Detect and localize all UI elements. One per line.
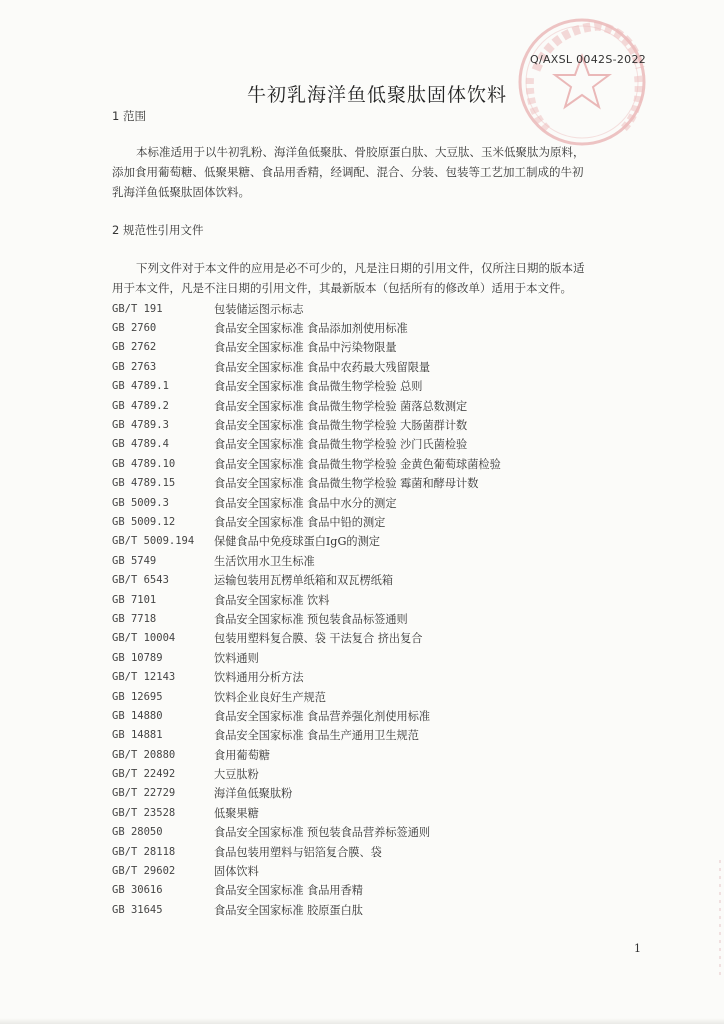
reference-code: GB 4789.4 (112, 438, 169, 451)
document-title: 牛初乳海洋鱼低聚肽固体饮料 (246, 84, 507, 106)
reference-title: 食品安全国家标准 食品微生物学检验 菌落总数测定 (214, 399, 468, 413)
reference-title: 食品安全国家标准 预包装食品标签通则 (214, 612, 408, 626)
reference-item (112, 454, 632, 473)
reference-code: GB 10789 (112, 651, 163, 664)
reference-code: GB 4789.3 (112, 419, 169, 432)
scan-edge-marks (714, 860, 724, 980)
reference-item (112, 726, 632, 745)
reference-title: 低聚果糖 (214, 806, 259, 820)
reference-item (112, 512, 632, 531)
reference-title: 食品包装用塑料与铝箔复合膜、袋 (214, 845, 382, 859)
reference-item (112, 629, 632, 648)
reference-code: GB 7718 (112, 612, 157, 625)
reference-code: GB 5749 (112, 554, 157, 567)
reference-code: GB/T 29602 (112, 865, 176, 878)
reference-item (112, 474, 632, 493)
reference-item (112, 377, 632, 396)
reference-title: 包装储运图示标志 (214, 302, 304, 316)
reference-title: 食品安全国家标准 胶原蛋白肽 (214, 903, 363, 917)
reference-item (112, 570, 632, 589)
reference-item (112, 706, 632, 725)
reference-item (112, 745, 632, 764)
scope-line: 乳海洋鱼低聚肽固体饮料。 (112, 185, 250, 199)
reference-item (112, 551, 632, 570)
reference-code: GB/T 5009.194 (112, 535, 195, 548)
reference-item (112, 842, 632, 861)
reference-code: GB 7101 (112, 593, 157, 606)
references-intro-line: 用于本文件，凡是不注日期的引用文件，其最新版本（包括所有的修改单）适用于本文件。 (112, 281, 572, 295)
reference-item (112, 784, 632, 803)
reference-code: GB 2762 (112, 341, 157, 354)
scope-line: 本标准适用于以牛初乳粉、海洋鱼低聚肽、骨胶原蛋白肽、大豆肽、玉米低聚肽为原料， (136, 145, 585, 159)
reference-item (112, 803, 632, 822)
reference-item (112, 861, 632, 880)
reference-code: GB 4789.15 (112, 477, 176, 490)
reference-title: 保健食品中免疫球蛋白IgG的测定 (214, 535, 380, 549)
reference-code: GB 5009.12 (112, 515, 176, 528)
references-intro-line: 下列文件对于本文件的应用是必不可少的，凡是注日期的引用文件，仅所注日期的版本适 (136, 261, 585, 275)
reference-title: 食品安全国家标准 食品微生物学检验 沙门氏菌检验 (214, 438, 468, 452)
reference-title: 食品安全国家标准 食品中农药最大残留限量 (214, 360, 431, 374)
scope-paragraph (112, 142, 640, 202)
reference-title: 食品安全国家标准 食品生产通用卫生规范 (214, 729, 419, 743)
reference-code: GB/T 191 (112, 302, 163, 315)
reference-code: GB/T 23528 (112, 806, 176, 819)
reference-code: GB 31645 (112, 903, 163, 916)
reference-title: 食品安全国家标准 食品微生物学检验 霉菌和酵母计数 (214, 477, 479, 491)
reference-title: 固体饮料 (214, 865, 259, 879)
reference-code: GB 12695 (112, 690, 163, 703)
references-intro-paragraph (112, 258, 640, 298)
reference-title: 运输包装用瓦楞单纸箱和双瓦楞纸箱 (214, 574, 394, 588)
reference-title: 食品安全国家标准 预包装食品营养标签通则 (214, 826, 431, 840)
reference-item (112, 823, 632, 842)
reference-code: GB/T 22492 (112, 768, 176, 781)
reference-title: 饮料企业良好生产规范 (214, 690, 326, 704)
reference-title: 包装用塑料复合膜、袋 干法复合 挤出复合 (214, 632, 423, 646)
reference-code: GB/T 12143 (112, 671, 176, 684)
reference-item (112, 299, 632, 318)
section-heading-references: 2 规范性引用文件 (112, 223, 204, 237)
reference-title: 生活饮用水卫生标准 (214, 554, 315, 568)
section-heading-scope: 1 范围 (112, 109, 146, 123)
reference-item (112, 764, 632, 783)
reference-item (112, 318, 632, 337)
reference-title: 食品安全国家标准 饮料 (214, 593, 330, 607)
reference-title: 食品安全国家标准 食品微生物学检验 大肠菌群计数 (214, 419, 468, 433)
reference-code: GB 5009.3 (112, 496, 169, 509)
reference-code: GB 14880 (112, 709, 163, 722)
reference-code: GB 14881 (112, 729, 163, 742)
reference-code: GB/T 28118 (112, 845, 176, 858)
reference-code: GB/T 22729 (112, 787, 176, 800)
reference-item (112, 667, 632, 686)
reference-code: GB 4789.2 (112, 399, 169, 412)
reference-item (112, 900, 632, 919)
reference-title: 食品安全国家标准 食品中水分的测定 (214, 496, 397, 510)
reference-code: GB/T 20880 (112, 748, 176, 761)
reference-code: GB/T 6543 (112, 574, 169, 587)
reference-code: GB 4789.1 (112, 380, 169, 393)
reference-item (112, 338, 632, 357)
reference-code: GB 28050 (112, 826, 163, 839)
reference-title: 饮料通用分析方法 (214, 671, 304, 685)
reference-item (112, 357, 632, 376)
reference-title: 大豆肽粉 (214, 768, 259, 782)
reference-list (112, 299, 632, 920)
reference-code: GB 2763 (112, 360, 157, 373)
reference-item (112, 435, 632, 454)
reference-code: GB 2760 (112, 322, 157, 335)
reference-title: 食品安全国家标准 食品微生物学检验 总则 (214, 380, 423, 394)
reference-item (112, 396, 632, 415)
reference-title: 食品安全国家标准 食品微生物学检验 金黄色葡萄球菌检验 (214, 457, 501, 471)
reference-code: GB/T 10004 (112, 632, 176, 645)
reference-item (112, 609, 632, 628)
scan-bottom-edge (0, 1018, 724, 1024)
reference-title: 食用葡萄糖 (214, 748, 270, 762)
page-number: 1 (634, 942, 641, 955)
reference-item (112, 648, 632, 667)
reference-code: GB 4789.10 (112, 457, 176, 470)
scope-line: 添加食用葡萄糖、低聚果糖、食品用香精，经调配、混合、分装、包装等工艺加工制成的牛初 (112, 165, 584, 179)
reference-code: GB 30616 (112, 884, 163, 897)
reference-title: 食品安全国家标准 食品添加剂使用标准 (214, 322, 408, 336)
reference-title: 食品安全国家标准 食品中铅的测定 (214, 515, 386, 529)
reference-title: 饮料通则 (214, 651, 259, 665)
reference-item (112, 493, 632, 512)
reference-item (112, 590, 632, 609)
reference-item (112, 687, 632, 706)
reference-title: 食品安全国家标准 食品营养强化剂使用标准 (214, 709, 431, 723)
reference-title: 食品安全国家标准 食品用香精 (214, 884, 363, 898)
reference-title: 食品安全国家标准 食品中污染物限量 (214, 341, 397, 355)
reference-title: 海洋鱼低聚肽粉 (214, 787, 293, 801)
reference-item (112, 881, 632, 900)
reference-item (112, 415, 632, 434)
document-number: Q/AXSL 0042S-2022 (530, 53, 647, 66)
reference-item (112, 532, 632, 551)
